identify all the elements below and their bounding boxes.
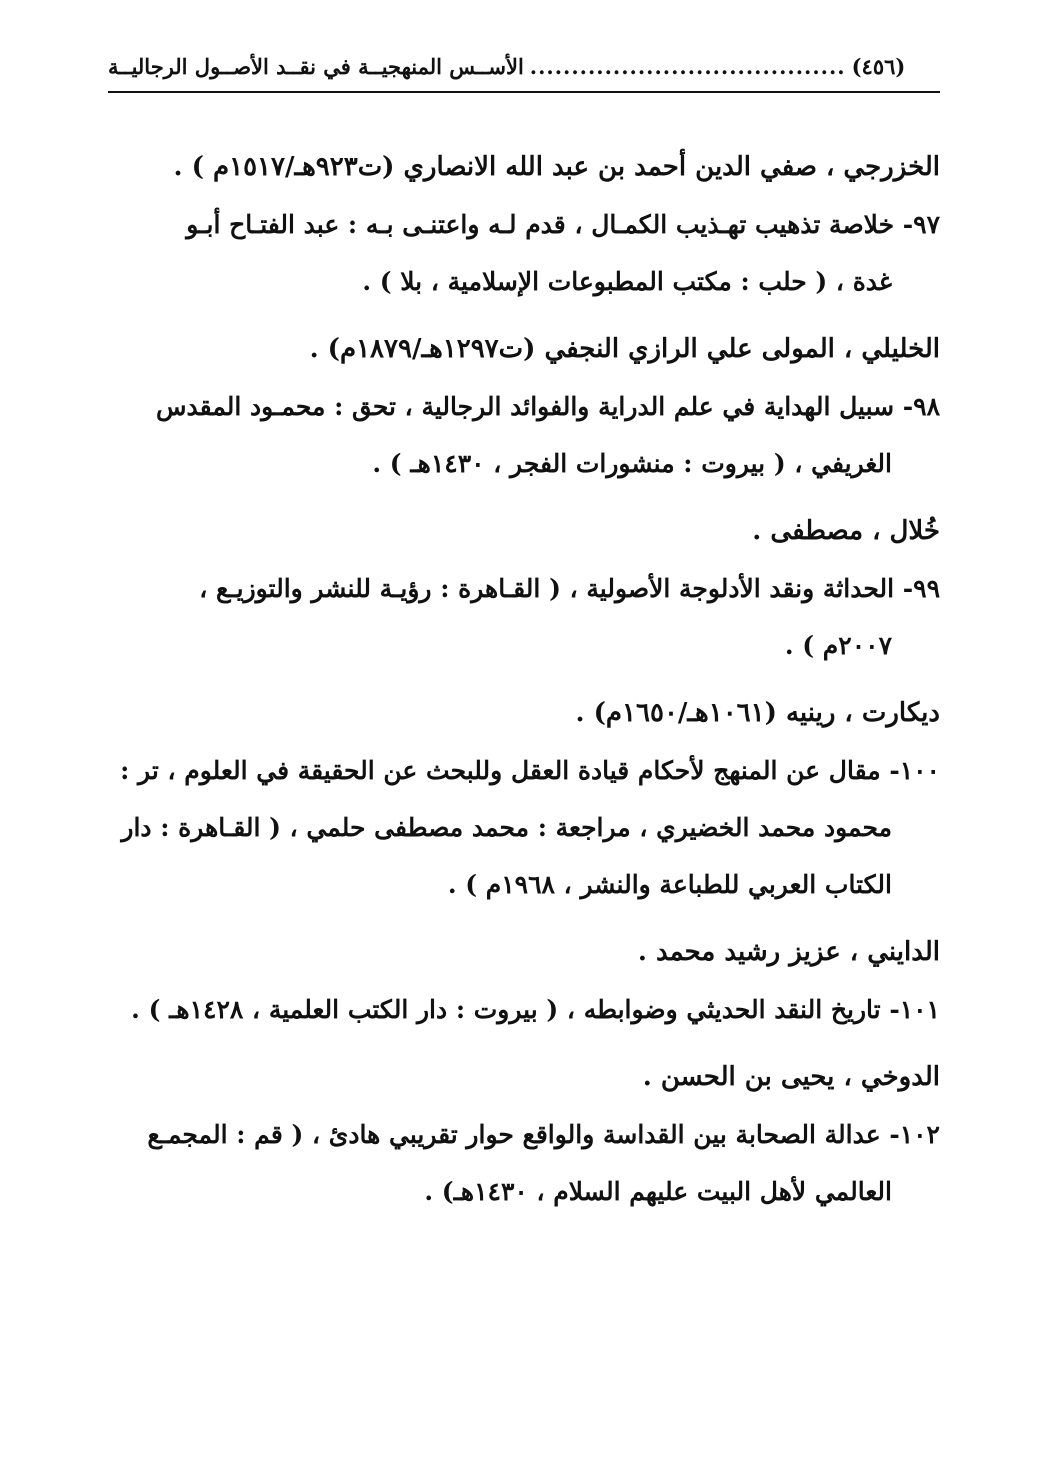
- work-line: محمود محمد الخضيري ، مراجعة : محمد مصطفى حلمي ، ( القـاهرة : دار: [121, 813, 892, 842]
- work-line: ١٠١- تاريخ النقد الحديثي وضوابطه ، ( بيروت : دار الكتب العلمية ، ١٤٢٨هـ ) .: [131, 995, 940, 1024]
- work-line: ١٠٢- عدالة الصحابة بين القداسة والواقع حوار تقريبي هادئ ، ( قم : المجمـع: [147, 1120, 940, 1149]
- entry-work: [108, 560, 940, 674]
- entry-author: الدايني ، عزيز رشيد محمد .: [637, 937, 940, 967]
- entry-work: [108, 981, 940, 1038]
- entry-work: [108, 378, 940, 492]
- entry-work: [108, 742, 940, 913]
- header-rule: [108, 91, 940, 93]
- entry-author: الخزرجي ، صفي الدين أحمد بن عبد الله الانصاري (ت٩٢٣هـ/١٥١٧م ) .: [173, 152, 940, 182]
- bibliography-entry: [108, 1048, 940, 1220]
- entry-work: [108, 196, 940, 310]
- bibliography-entry: [108, 923, 940, 1038]
- header-page-number: (٤٥٦): [851, 53, 906, 79]
- work-line: الكتاب العربي للطباعة والنشر ، ١٩٦٨م ) .: [447, 870, 892, 899]
- entry-author: الدوخي ، يحيى بن الحسن .: [642, 1062, 940, 1092]
- work-line: ٩٩- الحداثة ونقد الأدلوجة الأصولية ، ( القـاهرة : رؤيـة للنشر والتوزيـع ،: [199, 574, 940, 603]
- work-line: ١٠٠- مقال عن المنهج لأحكام قيادة العقل وللبحث عن الحقيقة في العلوم ، تر :: [120, 756, 940, 785]
- entry-author: ديكارت ، رينيه (١٠٦١هـ/١٦٥٠م) .: [575, 698, 940, 728]
- work-line: الغريفي ، ( بيروت : منشورات الفجر ، ١٤٣٠هـ ) .: [372, 449, 892, 478]
- bibliography-list: [108, 138, 940, 1220]
- bibliography-entry: [108, 320, 940, 492]
- entry-author: خُلال ، مصطفى .: [752, 516, 940, 546]
- bibliography-entry: [108, 502, 940, 674]
- bibliography-entry: [108, 684, 940, 913]
- work-line: ٢٠٠٧م ) .: [784, 631, 892, 660]
- bibliography-entry: [108, 138, 940, 310]
- entry-author: الخليلي ، المولى علي الرازي النجفي (ت١٢٩٧هـ/١٨٧٩م) .: [309, 334, 940, 364]
- work-line: العالمي لأهل البيت عليهم السلام ، ١٤٣٠هـ) .: [424, 1177, 892, 1206]
- header-book-title: الأســس المنهجيــة في نقــد الأصــول الرجاليــة: [108, 53, 524, 79]
- entry-work: [108, 1106, 940, 1220]
- running-header: [108, 46, 940, 86]
- work-line: ٩٧- خلاصة تذهيب تهـذيب الكمـال ، قدم لـه واعتنـى بـه : عبد الفتـاح أبـو: [186, 210, 940, 239]
- header-leader-dots: ......................................: [529, 53, 846, 79]
- work-line: غدة ، ( حلب : مكتب المطبوعات الإسلامية ، بلا ) .: [362, 267, 892, 296]
- work-line: ٩٨- سبيل الهداية في علم الدراية والفوائد الرجالية ، تحق : محمـود المقدس: [156, 392, 940, 421]
